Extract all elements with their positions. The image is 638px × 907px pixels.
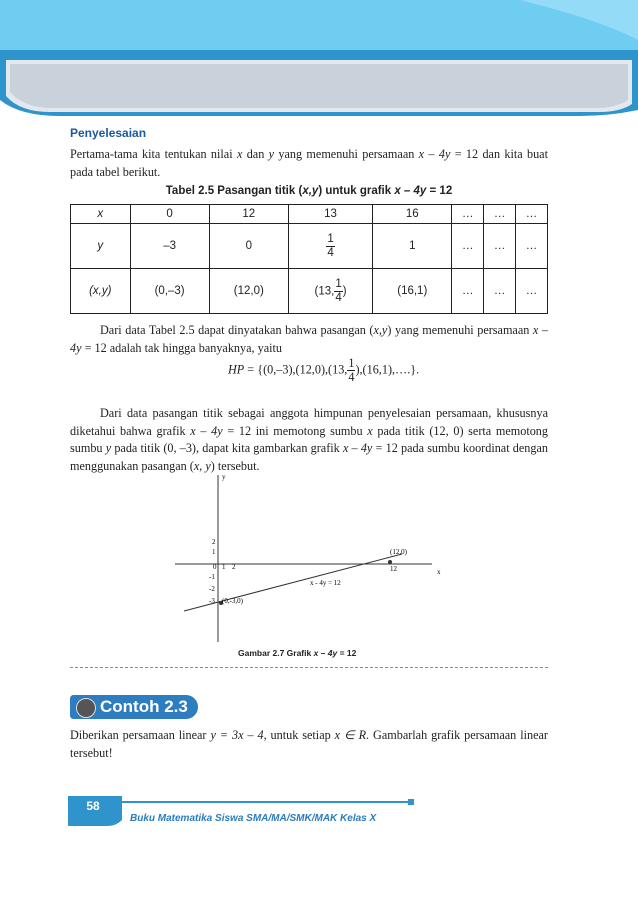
table-cell: … — [452, 205, 484, 224]
example-title: Contoh 2.3 — [100, 697, 188, 716]
line-graph — [170, 470, 450, 645]
table-cell: 0 — [130, 205, 209, 224]
y-tick-label: -3 — [209, 597, 215, 605]
point-label: (0,-3,0) — [222, 597, 243, 605]
table-cell: y — [71, 224, 131, 269]
header-banner — [0, 0, 638, 118]
fraction: $\frac{1}{4}$ — [327, 232, 334, 259]
solution-set: HP = {(0,–3),(12,0),(13, $\frac{1}{4}$ ),(16,1),….}. — [228, 356, 420, 384]
y-tick-label: -2 — [209, 585, 215, 593]
table-cell: (13, $\frac{1}{4}$ ) — [288, 269, 372, 314]
point-12-0 — [388, 560, 392, 564]
paragraph-2: Dari data Tabel 2.5 dapat dinyatakan bahwa pasangan (x,y) yang memenuhi persamaan x – 4y = 12 adalah tak hingga banyaknya, yaitu — [70, 323, 548, 355]
divider — [70, 667, 548, 668]
table-cell: (12,0) — [209, 269, 288, 314]
table-cell: (x,y) — [71, 269, 131, 314]
table-cell: 16 — [373, 205, 452, 224]
example-paragraph: Diberikan persamaan linear y = 3x – 4, untuk setiap x ∈ R. Gambarlah grafik persamaan linear tersebut! — [70, 728, 548, 760]
table-cell: … — [484, 269, 516, 314]
y-tick-label: 1 — [212, 548, 216, 556]
page-number: 58 — [86, 799, 100, 813]
section-title: Penyelesaian — [70, 126, 147, 140]
table-cell: … — [484, 205, 516, 224]
y-axis-label: y — [222, 473, 226, 481]
example-badge — [70, 695, 198, 719]
table-cell: … — [484, 224, 516, 269]
table-cell: … — [516, 205, 548, 224]
graph-line — [184, 554, 402, 611]
paragraph-3: Dari data pasangan titik sebagai anggota himpunan penyelesaian persamaan, khususnya diketahui bahwa grafik x – 4y = 12 ini memotong sumbu x pada titik (12, 0) serta memotong sumbu y pada titik (0, –3), dapat kita gambarkan grafik x – 4y = 12 pada sumbu koordinat dengan menggunakan pasangan (x, y) tersebut. — [70, 406, 548, 473]
table-row-xy — [71, 269, 548, 314]
pencil-icon — [76, 698, 96, 718]
y-tick-label: 2 — [212, 538, 216, 546]
origin-label: 0 — [213, 563, 217, 571]
intro-paragraph: Pertama-tama kita tentukan nilai x dan y yang memenuhi persamaan x – 4y = 12 dan kita buat pada tabel berikut. — [70, 147, 548, 179]
x-tick-label: 2 — [232, 563, 236, 571]
table-cell: 1 — [373, 224, 452, 269]
table-cell — [288, 224, 372, 269]
point-label: (12,0) — [390, 548, 407, 556]
table-caption: Tabel 2.5 Pasangan titik (x,y) untuk grafik x – 4y = 12 — [165, 185, 453, 197]
table-cell: … — [452, 224, 484, 269]
table-cell: … — [516, 269, 548, 314]
fraction: $\frac{1}{4}$ — [335, 277, 342, 304]
table-row-y — [71, 224, 548, 269]
table-cell: –3 — [130, 224, 209, 269]
table-cell: x — [71, 205, 131, 224]
y-tick-label: -1 — [209, 573, 215, 581]
table-cell: (16,1) — [373, 269, 452, 314]
book-title: Buku Matematika Siswa SMA/MA/SMK/MAK Kelas X — [130, 813, 377, 824]
fraction: $\frac{1}{4}$ — [348, 356, 355, 384]
x-tick-label: 1 — [222, 563, 226, 571]
line-label: x - 4y = 12 — [310, 579, 341, 587]
table-cell: … — [516, 224, 548, 269]
table-cell: (0,–3) — [130, 269, 209, 314]
x-axis-label: x — [437, 568, 441, 576]
x-tick-label: 12 — [390, 565, 397, 573]
table-cell: 0 — [209, 224, 288, 269]
pair-table — [70, 204, 548, 314]
table-cell: 13 — [288, 205, 372, 224]
figure-caption: Gambar 2.7 Grafik x – 4y = 12 — [238, 648, 357, 658]
table-row-x — [71, 205, 548, 224]
table-cell: … — [452, 269, 484, 314]
table-cell: 12 — [209, 205, 288, 224]
footer-decoration — [60, 790, 420, 830]
